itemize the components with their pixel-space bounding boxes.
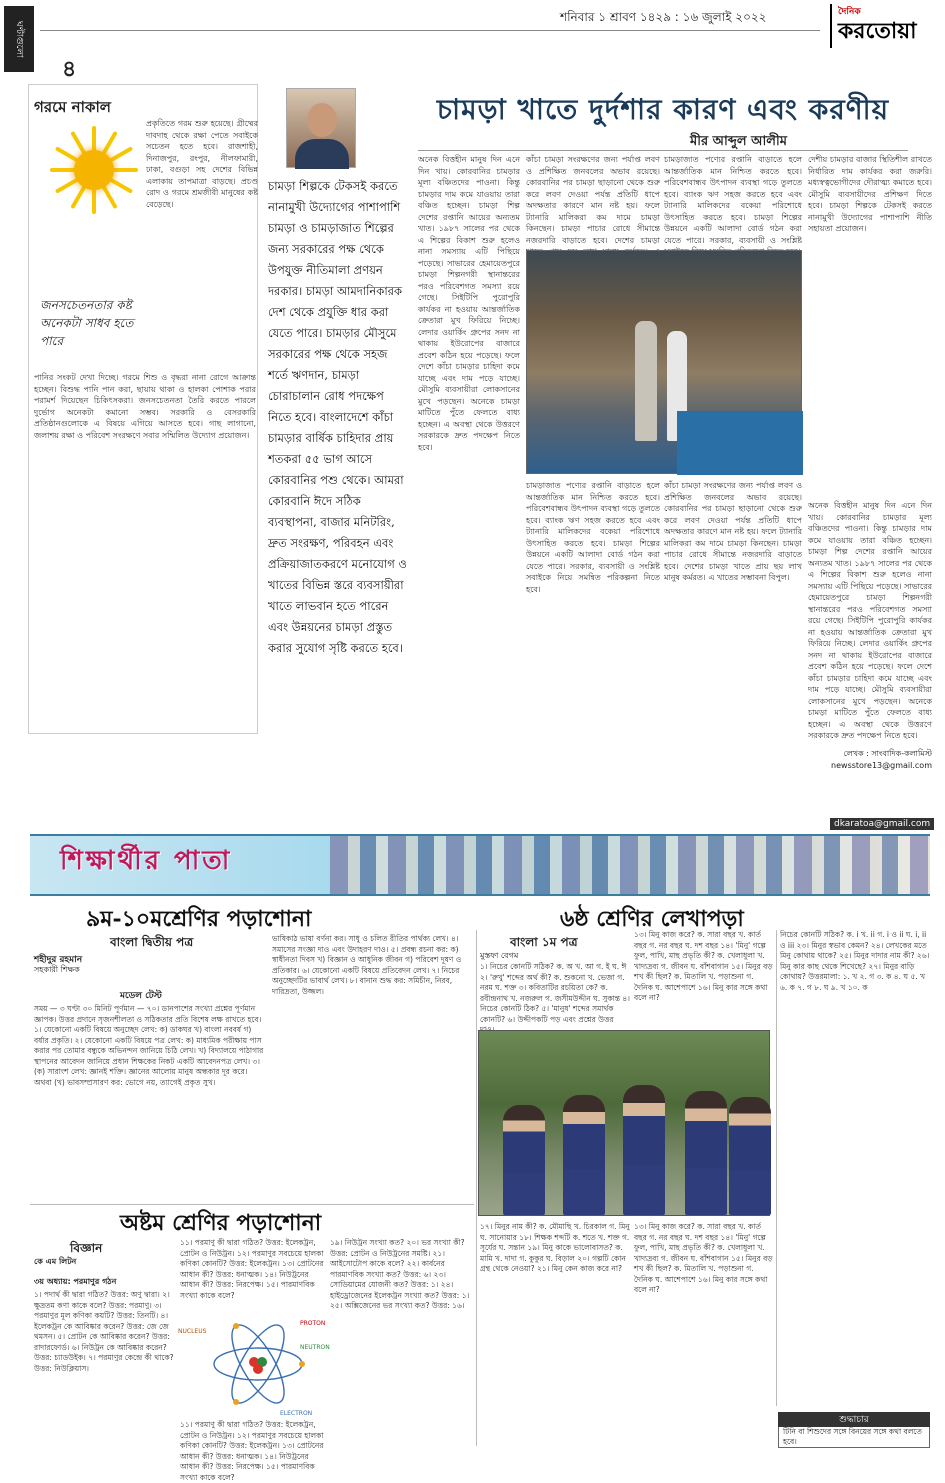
brand-name: করতোয়া bbox=[838, 18, 917, 44]
section-8-chapter: ৩য় অধ্যায়: পরমাণুর গঠন bbox=[34, 1277, 117, 1286]
article-column-4: দেশীয় চামড়ার বাজার স্থিতিশীল রাখতে নির্ধারিত দাম কার্যকর করা জরুরি। মধ্যস্বত্বভোগীদের দৌরাত্ম্য কমাতে হবে। মৌসুমি ব্যবসায়ীদের প্রশিক্ষণ দিতে হবে। চামড়া শিল্পকে টেকসই করতে নানামুখী উদ্যোগের পাশাপাশি নীতি সহায়তা প্রয়োজন। bbox=[808, 155, 932, 233]
atom-diagram-icon bbox=[208, 1314, 308, 1414]
section-8-title: অষ্টম শ্রেণির পড়াশোনা bbox=[120, 1210, 322, 1236]
left-column-text-a: প্রকৃতিতে গরম শুরু হয়েছে। গ্রীষ্মের দাবদাহ থেকে রক্ষা পেতে সবাইকে সচেতন হতে হবে। রাজশাহী, দিনাজপুর, রংপুর, নীলফামারী, ঢাকা, বগুড়া সহ দেশের বিভিন্ন এলাকায় তাপমাত্রা বাড়ছে। প্রচণ্ড রোদ ও গরমে শ্রমজীবী মানুষের কষ্ট বেড়েছে। bbox=[146, 119, 258, 209]
section-9-10-author-role: সহকারী শিক্ষক bbox=[34, 965, 80, 974]
footnote-text: টিনি বা শিশুদের সঙ্গে বিনয়ের সঙ্গে কথা বলতে হবে। bbox=[783, 1427, 922, 1446]
article-column-1: অনেক বিত্তহীন মানুষ দিন এনে দিন খায়। কোরবানির চামড়ার মূল্য বঞ্চিতদের পাওনা। কিন্তু চামড়ার দাম কমে যাওয়ায় তারা বঞ্চিত হচ্ছেন। চামড়া শিল্প দেশের রপ্তানি আয়ের অন্যতম খাত। ১৯৮৭ সালের পর থেকে এ শিল্পের বিকাশ শুরু হলেও নানা সমস্যায় এটি পিছিয়ে পড়েছে। সাভারের হেমায়েতপুরে চামড়া শিল্পনগরী স্থানান্তরের পরও পরিবেশগত সমস্যা রয়ে গেছে। সিইটিপি পুরোপুরি কার্যকর না হওয়ায় আন্তর্জাতিক ক্রেতারা মুখ ফিরিয়ে নিচ্ছে। লেদার ওয়ার্কিং গ্রুপের সনদ না থাকায় ইউরোপের বাজারে প্রবেশ কঠিন হয়ে পড়েছে। ফলে দেশে কাঁচা চামড়ার চাহিদা কমে যাচ্ছে এবং দাম পড়ে যাচ্ছে। মৌসুমি ব্যবসায়ীরা লোকসানের মুখে পড়ছেন। অনেকে চামড়া মাটিতে পুঁতে ফেলতে বাধ্য হচ্ছেন। এ অবস্থা থেকে উত্তরণে সরকারকে দ্রুত পদক্ষেপ নিতে হবে। bbox=[418, 155, 520, 452]
dateline: শনিবার ১ শ্রাবণ ১৪২৯ : ১৬ জুলাই ২০২২ bbox=[560, 10, 767, 24]
article-column-4b: অনেক বিত্তহীন মানুষ দিন এনে দিন খায়। কোরবানির চামড়ার মূল্য বঞ্চিতদের পাওনা। কিন্তু চামড়ার দাম কমে যাওয়ায় তারা বঞ্চিত হচ্ছেন। চামড়া শিল্প দেশের রপ্তানি আয়ের অন্যতম খাত। ১৯৮৭ সালের পর থেকে এ শিল্পের বিকাশ শুরু হলেও নানা সমস্যায় এটি পিছিয়ে পড়েছে। সাভারের হেমায়েতপুরে চামড়া শিল্পনগরী স্থানান্তরের পরও পরিবেশগত সমস্যা রয়ে গেছে। সিইটিপি পুরোপুরি কার্যকর না হওয়ায় আন্তর্জাতিক ক্রেতারা মুখ ফিরিয়ে নিচ্ছে। লেদার ওয়ার্কিং গ্রুপের সনদ না থাকায় ইউরোপের বাজারে প্রবেশ কঠিন হয়ে পড়েছে। ফলে দেশে কাঁচা চামড়ার চাহিদা কমে যাচ্ছে এবং দাম পড়ে যাচ্ছে। মৌসুমি ব্যবসায়ীরা লোকসানের মুখে পড়ছেন। অনেকে চামড়া মাটিতে পুঁতে ফেলতে বাধ্য হচ্ছেন। এ অবস্থা থেকে উত্তরণে সরকারকে দ্রুত পদক্ষেপ নিতে হবে। bbox=[808, 501, 932, 740]
section-8-questions-2: ১১। পরমাণু কী দ্বারা গঠিত? উত্তর: ইলেকট্রন, প্রোটন ও নিউট্রন। ১২। পরমাণুর সবচেয়ে হালকা কণিকা কোনটি? উত্তর: ইলেকট্রন। ১৩। প্রোটনের আধান কী? উত্তর: ধনাত্মক। ১৪। নিউট্রনের আধান কী? উত্তর: নিরপেক্ষ। ১৫। পারমাণবিক সংখ্যা কাকে বলে? bbox=[180, 1238, 324, 1300]
section-6-questions-4: ১৩। মিনু কাজ করে? ক. সারা বছর খ. কার্ত বছর গ. নর বছর ঘ. দশ বছর ১৪। 'মিনু' গল্পে ফুল, পাখি, মাছ প্রভৃতি কী? ক. খেলাধুলা খ. খাদ্যদ্রব্য গ. জীবন ঘ. বাঁশবাগান ১৫। মিনুর বড় শখ কী ছিল? ক. মিতালি খ. পড়াশুনা গ. দৈনিক ঘ. আশেপাশে ১৬। মিনু কার সঙ্গে কথা বলে না? bbox=[634, 1222, 773, 1294]
section-8-questions-4: ১১। পরমাণু কী দ্বারা গঠিত? উত্তর: ইলেকট্রন, প্রোটন ও নিউট্রন। ১২। পরমাণুর সবচেয়ে হালকা কণিকা কোনটি? উত্তর: ইলেকট্রন। ১৩। প্রোটনের আধান কী? উত্তর: ধনাত্মক। ১৪। নিউট্রনের আধান কী? উত্তর: নিরপেক্ষ। ১৫। পারমাণবিক সংখ্যা কাকে বলে? bbox=[180, 1420, 324, 1482]
writer-note: লেখক : সাংবাদিক-কলামিস্ট newsstore13@gmail.com bbox=[831, 749, 932, 770]
footer-email: dkaratoa@gmail.com bbox=[830, 818, 934, 830]
left-pull-quote: জনসচেতনতার কষ্ট অনেকটা সাধব হতে পারে bbox=[40, 298, 134, 348]
page-header bbox=[0, 0, 945, 80]
article-column-3b: কাঁচা চামড়া সংরক্ষণের জন্য পর্যাপ্ত লবণ ও প্রশিক্ষিত জনবলের অভাব রয়েছে। কোরবানির পর চামড়া ছাড়ানো থেকে শুরু করে লবণ দেওয়া পর্যন্ত প্রতিটি ধাপে অদক্ষতার কারণে মান নষ্ট হয়। ফলে ট্যানারি মালিকরা কম দামে চামড়া কিনছেন। চামড়া পাচার রোধে সীমান্তে নজরদারি বাড়াতে হবে। দেশের চামড়া খাতে প্রায় ছয় লাখ মানুষ কর্মরত। এ খাতের সম্ভাবনা বিপুল। bbox=[664, 481, 802, 582]
left-column-title: গরমে নাকাল bbox=[34, 98, 111, 116]
section-6-subject: বাংলা ১ম পত্র bbox=[510, 935, 578, 949]
article-column-3: চামড়াজাত পণ্যের রপ্তানি বাড়াতে হলে আন্তর্জাতিক মান নিশ্চিত করতে হবে। পরিবেশবান্ধব উৎপাদন ব্যবস্থা গড়ে তুলতে হবে। ব্যাংক ঋণ সহজ করতে হবে এবং ট্যানারি মালিকদের বকেয়া পরিশোধে উৎসাহিত করতে হবে। চামড়া শিল্পের উন্নয়নে একটি আলাদা বোর্ড গঠন করা যেতে পারে। সরকার, ব্যবসায়ী ও সংশ্লিষ্ট bbox=[664, 155, 802, 245]
footnote-title: শুদ্ধাচার bbox=[778, 1412, 930, 1427]
section-6-questions-1: ১। নিচের কোনটি সঠিক? ক. অ খ. আ গ. ই ঘ. ঈ ২। 'রুখু' শব্দের অর্থ কী? ক. শুকনো খ. ভেজা গ. নরম ঘ. শক্ত ৩। কবিতাটির রচয়িতা কে? ক. রবীন্দ্রনাথ খ. নজরুল গ. জসীমউদ্দীন ঘ. সুকান্ত ৪। নিচের কোনটি ঠিক? ৫। 'মানুষ' শব্দের সমার্থক কোনটি? ৬। উদ্দীপকটি পড় এবং প্রশ্নের উত্তর bbox=[480, 962, 630, 1024]
column-divider bbox=[476, 930, 477, 1446]
section-9-10-questions: সময় — ৩ ঘণ্টা ৩০ মিনিট পূর্ণমান — ৭০। ডানপাশের সংখ্যা প্রশ্নের পূর্ণমান জ্ঞাপক। উত্তর প্রদানে সৃজনশীলতা ও সঠিকতার প্রতি বিশেষ লক্ষ রাখতে হবে। ১। যেকোনো একটি বিষয়ে অনুচ্ছেদ লেখ: ক) ডাকঘর খ) বাংলা নববর্ষ গ) বর্ষার প্রকৃতি। ২। যেকোনো একটি বিষয়ে পত্র লেখ: ক) মাধ্যমিক পরীক্ষায় পাস করার পর তোমার বন্ধুকে অভিনন্দন জানিয়ে চিঠি লেখ। খ) বিদ্যালয়ে পাঠাগার স্থাপনের আবেদন জানিয়ে প্রধান শিক্ষকের নিকট একটি আবেদনপত্র লেখ। ৩। (ক) সারাংশ লেখ: জ্ঞানই শক্তি। জ্ঞানের আলোয় মানুষ অন্ধকার দূর করে। অথবা (খ) ভাবসম্প্রসারণ কর: ভোগে নয়, ত্যাগেই প্রকৃত সুখ। bbox=[34, 1004, 264, 1087]
students-page-banner bbox=[30, 834, 930, 896]
article-pull-quote: চামড়া শিল্পকে টেকসই করতে নানামুখী উদ্যোগের পাশাপাশি চামড়া ও চামড়াজাত শিল্পের জন্য সরকারের পক্ষ থেকে উপযুক্ত নীতিমালা প্রণয়ন দরকার। চামড়া আমদানিকারক দেশ থেকে প্রযুক্তি ধার করা যেতে পারে। চামড়ার মৌসুমে সরকারের পক্ষ থেকে সহজ শর্তে ঋণদান, চামড়া চোরাচালান রোধ পদক্ষেপ নিতে হবে। বাংলাদেশে কাঁচা চামড়ার বার্ষিক চাহিদার প্রায় শতকরা ৫৫ ভাগ আসে কোরবানির পশু থেকে। আমরা কোরবানি ঈদে সঠিক ব্যবস্থাপনা, বাজার মনিটরিং, দ্রুত সংরক্ষণ, পরিবহন এবং প্রক্রিয়াজাতকরণে মনোযোগ ও খাতের বিভিন্ন স্তরে ব্যবসায়ীরা খাতে লাভবান হতে পারেন এবং উন্নয়নের চামড়া প্রস্তুত করার সুযোগ সৃষ্টি করতে হবে। bbox=[268, 179, 407, 655]
section-9-10-questions-2: ভাষিকাঠ ভাষা বর্ণনা কর। সাধু ও চলিত রীতির পার্থক্য লেখ। ৪। সমাসের সংজ্ঞা দাও এবং উদাহরণ দাও। ৫। প্রবন্ধ রচনা কর: ক) স্বাধীনতা দিবস খ) বিজ্ঞান ও আধুনিক জীবন গ) পরিবেশ দূষণ ও প্রতিকার। ৬। যেকোনো একটি বিষয়ে প্রতিবেদন লেখ। ৭। নিচের অনুচ্ছেদটির ভাবার্থ লেখ। ৮। বানান শুদ্ধ কর: সমিচীন, নিরব, দারিদ্রতা, উজ্জল। bbox=[272, 934, 462, 996]
footnote-box bbox=[778, 1412, 930, 1448]
section-divider bbox=[30, 1204, 474, 1205]
section-6-questions-5: নিচের কোনটি সঠিক? ক. i খ. ii গ. i ও ii ঘ. i, ii ও iii ২৩। মিনুর স্বভাব কেমন? ২৪। লেখকের মতে মিনু কোথায় থাকে? ২৫। মিনুর দাদার নাম কী? ২৬। মিনু কার কাছ থেকে শিখেছে? ২৭। মিনুর বাড়ি কোথায়? উত্তরমালা: ১. খ ২. গ ৩. ক ৪. ঘ ৫. খ ৬. ক ৭. গ ৮. ঘ ৯. খ ১০. ক bbox=[780, 930, 930, 992]
banner-students-image bbox=[330, 836, 930, 894]
banner-title: শিক্ষার্থীর পাতা bbox=[60, 846, 233, 876]
section-6-questions-2: ১৩। মিনু কাজ করে? ক. সারা বছর খ. কার্ত বছর গ. নর বছর ঘ. দশ বছর ১৪। 'মিনু' গল্পে ফুল, পাখি, মাছ প্রভৃতি কী? ক. খেলাধুলা খ. খাদ্যদ্রব্য গ. জীবন ঘ. বাঁশবাগান ১৫। মিনুর বড় শখ কী ছিল? ক. মিতালি খ. পড়াশুনা গ. দৈনিক ঘ. আশেপাশে ১৬। মিনু কার সঙ্গে কথা বলে না? bbox=[634, 930, 773, 1002]
section-6-author: মুস্তফা বেগম bbox=[480, 951, 519, 960]
left-logo-strip: ঘণ্টাগুলো bbox=[4, 6, 34, 72]
newspaper-brand bbox=[830, 4, 940, 48]
article-column-2b: চামড়াজাত পণ্যের রপ্তানি বাড়াতে হলে আন্তর্জাতিক মান নিশ্চিত করতে হবে। পরিবেশবান্ধব উৎপাদন ব্যবস্থা গড়ে তুলতে হবে। ব্যাংক ঋণ সহজ করতে হবে এবং ট্যানারি মালিকদের বকেয়া পরিশোধে উৎসাহিত করতে হবে। চামড়া শিল্পের উন্নয়নে একটি আলাদা বোর্ড গঠন করা যেতে পারে। সরকার, ব্যবসায়ী ও সংশ্লিষ্ট সবাইকে নিয়ে সমন্বিত পরিকল্পনা নিতে হবে। bbox=[526, 481, 660, 594]
author-portrait bbox=[286, 88, 356, 168]
tannery-photo bbox=[526, 250, 802, 474]
byline-rule bbox=[418, 150, 908, 151]
atom-label-proton: PROTON bbox=[300, 1320, 326, 1327]
article-byline: মীর আব্দুল আলীম bbox=[690, 134, 787, 149]
section-8-author: কে এম লিটন bbox=[34, 1257, 77, 1266]
section-9-10-title: ৯ম-১০মশ্রেণির পড়াশোনা bbox=[86, 906, 312, 932]
article-column-2: কাঁচা চামড়া সংরক্ষণের জন্য পর্যাপ্ত লবণ ও প্রশিক্ষিত জনবলের অভাব রয়েছে। কোরবানির পর চামড়া ছাড়ানো থেকে শুরু করে লবণ দেওয়া পর্যন্ত প্রতিটি ধাপে অদক্ষতার কারণে মান নষ্ট হয়। ফলে ট্যানারি মালিকরা কম দামে চামড়া কিনছেন। চামড়া পাচার রোধে সীমান্তে নজরদারি বাড়াতে হবে। দেশের চামড়া bbox=[526, 155, 660, 245]
article-headline: চামড়া খাতে দুর্দশার কারণ এবং করণীয় bbox=[436, 93, 890, 126]
section-8-subject: বিজ্ঞান bbox=[70, 1241, 103, 1255]
section-8-questions-3: ১৯। নিউট্রন সংখ্যা কত? ২০। ভর সংখ্যা কী? উত্তর: প্রোটন ও নিউট্রনের সমষ্টি। ২১। আইসোটোপ কাকে বলে? ২২। কার্বনের পারমাণবিক সংখ্যা কত? উত্তর: ৬। ২৩। সোডিয়ামের যোজনী কত? উত্তর: ১। ২৪। হাইড্রোজেনের ইলেকট্রন সংখ্যা কত? উত্তর: ১। ২৫। অক্সিজেনের ভর সংখ্যা কত? উত্তর: ১৬। bbox=[330, 1238, 470, 1310]
header-rule bbox=[40, 30, 820, 31]
section-9-10-author: শহীদুর রহমান bbox=[34, 955, 83, 965]
brand-small: দৈনিক bbox=[838, 7, 861, 17]
section-8-questions-1: ১। পদার্থ কী দ্বারা গঠিত? উত্তর: অণু দ্বারা। ২। ক্ষুদ্রতম কণা কাকে বলে? উত্তর: পরমাণু। ৩। পরমাণুর মূল কণিকা কয়টি? উত্তর: তিনটি। ৪। ইলেকট্রন কে আবিষ্কার করেন? উত্তর: জে জে থমসন। ৫। প্রোটন কে আবিষ্কার করেন? উত্তর: রাদারফোর্ড। ৬। নিউট্রন কে আবিষ্কার করেন? উত্তর: চ্যাডউইক। ৭। পরমাণুর কেন্দ্রে কী থাকে? উত্তর: নিউক্লিয়াস। bbox=[34, 1290, 174, 1373]
section-6-title: ৬ষ্ঠ শ্রেণির লেখাপড়া bbox=[560, 906, 744, 932]
model-test-label: মডেল টেস্ট bbox=[120, 991, 162, 1001]
column-divider bbox=[776, 930, 777, 1406]
atom-label-electron: ELECTRON bbox=[280, 1410, 313, 1417]
atom-label-nucleus: NUCLEUS bbox=[178, 1328, 207, 1335]
left-column-text-b: পানির সংকট দেখা দিচ্ছে। গরমে শিশু ও বৃদ্ধরা নানা রোগে আক্রান্ত হচ্ছেন। বিশুদ্ধ পানি পান করা, ছায়ায় থাকা ও হালকা পোশাক পরার পরামর্শ দিয়েছেন চিকিৎসকরা। জনসচেতনতা তৈরি করতে পারলে দুর্ভোগ অনেকটা কমানো সম্ভব। সরকারি ও বেসরকারি প্রতিষ্ঠানগুলোকে এ বিষয়ে এগিয়ে আসতে হবে। গাছ লাগানো, জলাশয় রক্ষা ও পরিবেশ সংরক্ষণে সবার সম্মিলিত উদ্যোগ প্রয়োজন। bbox=[34, 373, 256, 440]
section-6-questions-3: ১৭। মিনুর নাম কী? ক. মৌমাছি খ. চিরকাল গ. মিনু ঘ. সানোয়ার ১৮। শিক্ষক শব্দটি ক. শতে খ. শক্ত গ. সূর্যের ঘ. সন্তান ১৯। মিনু কাকে ভালোবাসত? ক. মামি খ. দাদা গ. কুকুর ঘ. বিড়াল ২০। গল্পটি কোন গ্রন্থ থেকে নেওয়া? ২১। মিনু কেন কাজ করে না? bbox=[480, 1222, 630, 1273]
sun-icon bbox=[44, 120, 144, 220]
section-9-10-subject: বাংলা দ্বিতীয় পত্র bbox=[110, 935, 194, 949]
page-number: ৪ bbox=[62, 56, 77, 82]
schoolgirls-photo bbox=[478, 1030, 770, 1216]
atom-label-neutron: NEUTRON bbox=[300, 1344, 330, 1351]
